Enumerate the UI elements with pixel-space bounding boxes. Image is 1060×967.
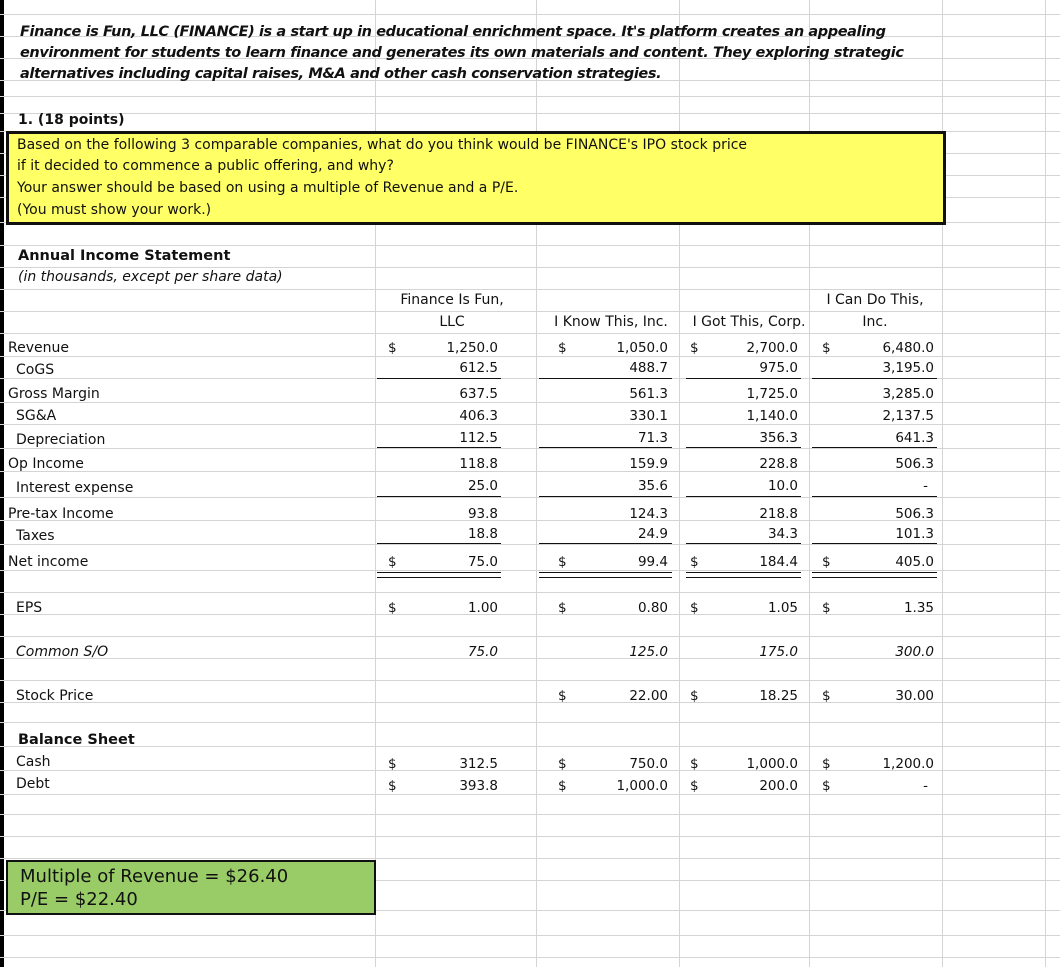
value-shares: 75.0 [467,644,498,660]
value-net-income: 99.4 [637,554,668,570]
company-header-i-got-this: I Got This, Corp. [692,314,806,330]
gridline-h [0,722,1060,723]
intro-line-3: alternatives including capital raises, M&A and other cash conservation strategies. [20,66,662,82]
value-revenue: 2,700.0 [746,340,798,356]
gridline-h [0,245,1060,246]
row-label-stock-price: Stock Price [16,688,94,704]
value-gross-margin: 3,285.0 [882,386,934,402]
value-eps: 1.05 [767,600,798,616]
net-income-double-underline [377,572,501,578]
intro-text [20,22,920,85]
currency-symbol: $ [558,600,567,616]
currency-symbol: $ [558,688,567,704]
row-label-cash: Cash [16,754,51,770]
answer-line-1: Multiple of Revenue = $26.40 [20,866,289,887]
value-shares: 175.0 [759,644,798,660]
total-underline [377,496,501,497]
total-underline [686,496,801,497]
company-header-finance-is-fun: Finance Is Fun, [400,292,504,308]
total-underline [812,496,937,497]
net-income-double-underline [539,572,672,578]
value-cash: 312.5 [459,756,498,772]
currency-symbol: $ [822,554,831,570]
value-cash: 750.0 [629,756,668,772]
value-sga: 330.1 [629,408,668,424]
row-label-shares: Common S/O [16,644,109,660]
total-underline [377,543,501,544]
company-header-i-know-this: I Know This, Inc. [554,314,668,330]
value-eps: 1.35 [903,600,934,616]
value-op-income: 118.8 [459,456,498,472]
value-cogs: 975.0 [759,360,798,376]
row-label-taxes: Taxes [16,528,55,544]
value-cogs: 612.5 [459,360,498,376]
value-shares: 300.0 [895,644,934,660]
row-label-debt: Debt [16,776,50,792]
gridline-h [0,592,1060,593]
balance-sheet-title: Balance Sheet [18,732,135,748]
value-sga: 2,137.5 [882,408,934,424]
net-income-double-underline [686,572,801,578]
value-shares: 125.0 [629,644,668,660]
row-label-eps: EPS [16,600,43,616]
company-header-finance-is-fun-line2: LLC [439,314,465,330]
value-op-income: 228.8 [759,456,798,472]
row-label-pretax: Pre-tax Income [8,506,114,522]
value-interest: 35.6 [637,478,668,494]
value-debt: 200.0 [759,778,798,794]
value-net-income: 75.0 [467,554,498,570]
answer-line-2: P/E = $22.40 [20,889,138,910]
value-taxes: 18.8 [467,526,498,542]
total-underline [539,378,672,379]
gridline-h [0,636,1060,637]
value-op-income: 506.3 [895,456,934,472]
gridline-h [0,814,1060,815]
value-depreciation: 112.5 [459,430,498,446]
value-pretax: 218.8 [759,506,798,522]
currency-symbol: $ [558,554,567,570]
currency-symbol: $ [388,756,397,772]
value-net-income: 184.4 [759,554,798,570]
gridline-h [0,497,1060,498]
total-underline [539,543,672,544]
value-revenue: 1,050.0 [616,340,668,356]
gridline-h [0,836,1060,837]
value-interest: - [923,478,928,494]
value-stock-price: 22.00 [629,688,668,704]
total-underline [539,496,672,497]
currency-symbol: $ [388,600,397,616]
company-header-i-can-do-this-line2: Inc. [862,314,888,330]
total-underline [812,447,937,448]
row-label-revenue: Revenue [8,340,69,356]
total-underline [686,447,801,448]
currency-symbol: $ [558,756,567,772]
total-underline [812,378,937,379]
gridline-h [0,858,1060,859]
question-line-2: if it decided to commence a public offering, and why? [17,158,394,174]
gridline-v [1045,0,1046,967]
row-label-depreciation: Depreciation [16,432,106,448]
row-label-net-income: Net income [8,554,89,570]
value-interest: 25.0 [467,478,498,494]
value-cash: 1,000.0 [746,756,798,772]
value-stock-price: 30.00 [895,688,934,704]
value-cogs: 3,195.0 [882,360,934,376]
value-gross-margin: 637.5 [459,386,498,402]
value-taxes: 24.9 [637,526,668,542]
value-interest: 10.0 [767,478,798,494]
value-debt: 1,000.0 [616,778,668,794]
sheet-left-edge [0,0,4,967]
question-title: 1. (18 points) [18,112,125,128]
question-box [6,131,946,225]
value-cash: 1,200.0 [882,756,934,772]
currency-symbol: $ [388,778,397,794]
gridline-h [0,96,1060,97]
currency-symbol: $ [690,340,699,356]
currency-symbol: $ [822,600,831,616]
net-income-double-underline [812,572,937,578]
row-label-interest: Interest expense [16,480,134,496]
currency-symbol: $ [690,688,699,704]
value-eps: 1.00 [467,600,498,616]
question-line-4: (You must show your work.) [17,202,212,218]
question-line-3: Your answer should be based on using a multiple of Revenue and a P/E. [17,180,519,196]
gridline-h [0,544,1060,545]
value-net-income: 405.0 [895,554,934,570]
statement-title: Annual Income Statement [18,248,231,264]
value-cogs: 488.7 [629,360,668,376]
currency-symbol: $ [822,778,831,794]
gridline-h [0,746,1060,747]
company-header-i-can-do-this: I Can Do This, [826,292,924,308]
answer-box [6,860,376,915]
value-pretax: 124.3 [629,506,668,522]
value-depreciation: 71.3 [637,430,668,446]
row-label-cogs: CoGS [16,362,55,378]
value-revenue: 6,480.0 [882,340,934,356]
gridline-h [0,333,1060,334]
gridline-h [0,680,1060,681]
value-pretax: 506.3 [895,506,934,522]
value-stock-price: 18.25 [759,688,798,704]
value-eps: 0.80 [637,600,668,616]
value-gross-margin: 1,725.0 [746,386,798,402]
gridline-h [0,957,1060,958]
currency-symbol: $ [822,688,831,704]
currency-symbol: $ [558,340,567,356]
total-underline [539,447,672,448]
currency-symbol: $ [388,554,397,570]
currency-symbol: $ [822,340,831,356]
gridline-h [0,935,1060,936]
currency-symbol: $ [822,756,831,772]
row-label-sga: SG&A [16,408,57,424]
value-taxes: 34.3 [767,526,798,542]
value-gross-margin: 561.3 [629,386,668,402]
gridline-h [0,448,1060,449]
total-underline [812,543,937,544]
value-taxes: 101.3 [895,526,934,542]
value-sga: 406.3 [459,408,498,424]
row-label-gross-margin: Gross Margin [8,386,100,402]
value-debt: - [923,778,928,794]
currency-symbol: $ [388,340,397,356]
currency-symbol: $ [690,600,699,616]
intro-line-2: environment for students to learn finance and generates its own materials and content. They exploring strategic [20,45,904,61]
row-label-op-income: Op Income [8,456,84,472]
statement-subtitle: (in thousands, except per share data) [18,269,283,285]
currency-symbol: $ [690,756,699,772]
total-underline [686,378,801,379]
value-debt: 393.8 [459,778,498,794]
total-underline [686,543,801,544]
gridline-h [0,289,1060,290]
gridline-h [0,113,1060,114]
currency-symbol: $ [690,554,699,570]
value-depreciation: 641.3 [895,430,934,446]
currency-symbol: $ [690,778,699,794]
question-line-1: Based on the following 3 comparable companies, what do you think would be FINANCE's IPO stock price [17,137,748,153]
intro-line-1: Finance is Fun, LLC (FINANCE) is a start up in educational enrichment space. It's platform creates an appealing [20,24,886,40]
value-op-income: 159.9 [629,456,668,472]
total-underline [377,378,501,379]
value-revenue: 1,250.0 [446,340,498,356]
value-depreciation: 356.3 [759,430,798,446]
value-sga: 1,140.0 [746,408,798,424]
value-pretax: 93.8 [467,506,498,522]
gridline-h [0,311,1060,312]
gridline-h [0,14,1060,15]
currency-symbol: $ [558,778,567,794]
total-underline [377,447,501,448]
